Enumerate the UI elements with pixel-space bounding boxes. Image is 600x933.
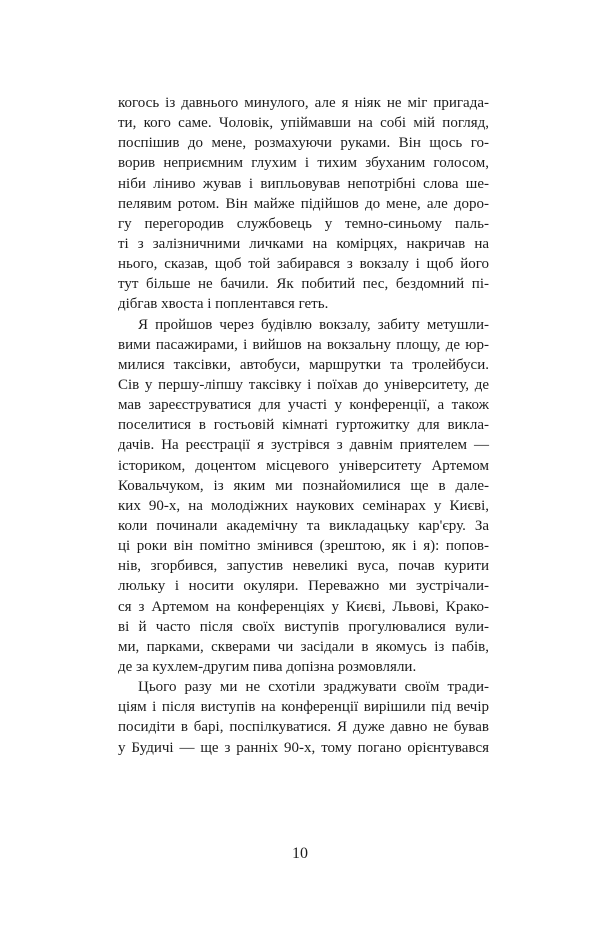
text-line: мав зареєструватися для участі у конференції, а також bbox=[118, 397, 489, 414]
text-line: ві й часто після своїх виступів прогулювалися вули- bbox=[118, 618, 489, 635]
text-line: ми, парками, скверами чи засідали в якомусь із пабів, bbox=[118, 638, 489, 655]
text-line: у Будичі — ще з ранніх 90-х, тому погано орієнтувався bbox=[118, 739, 489, 756]
text-line: Ковальчуком, із яким ми познайомилися ще в дале- bbox=[118, 477, 489, 494]
text-line: Сів у першу-ліпшу таксівку і поїхав до університету, де bbox=[118, 376, 489, 393]
text-line: нього, сказав, щоб той забирався з вокзалу і щоб його bbox=[118, 256, 489, 273]
page-number: 10 bbox=[292, 845, 308, 862]
text-line: Я пройшов через будівлю вокзалу, забиту метушли- bbox=[138, 316, 489, 333]
text-line: ніби ліниво жував і випльовував непотрібні слова ше- bbox=[118, 175, 489, 192]
text-line: ціям і після виступів на конференції вирішили під вечір bbox=[118, 699, 489, 716]
text-line: тут більше не бачили. Як побитий пес, бездомний пі- bbox=[118, 276, 489, 293]
text-line: ких 90-х, на молодіжних наукових семінарах у Києві, bbox=[118, 497, 489, 514]
text-line: де за кухлем-другим пива допізна розмовляли. bbox=[118, 658, 417, 675]
text-line: ті з залізничними личками на комірцях, накричав на bbox=[118, 235, 489, 252]
text-line: вими пасажирами, і вийшов на вокзальну площу, де юр- bbox=[118, 336, 489, 353]
text-line: нів, згорбився, запустив невеликі вуса, почав курити bbox=[118, 558, 489, 575]
text-line: когось із давнього минулого, але я ніяк не міг пригада- bbox=[118, 95, 489, 111]
text-line: поспішив до мене, розмахуючи руками. Він щось го- bbox=[118, 135, 489, 152]
text-line: ти, кого саме. Чоловік, упіймавши на собі мій погляд, bbox=[118, 115, 489, 132]
text-line: ворив неприємним глухим і тихим збуханим голосом, bbox=[118, 155, 489, 172]
text-line: посидіти в барі, поспілкуватися. Я дуже давно не бував bbox=[118, 719, 489, 736]
text-line: коли починали академічну та викладацьку кар'єру. За bbox=[118, 517, 489, 534]
body-text bbox=[118, 93, 489, 758]
text-line: дачів. На реєстрації я зустрівся з давнім приятелем — bbox=[118, 437, 489, 454]
text-line: Цього разу ми не схотіли зраджувати своїм тради- bbox=[138, 679, 489, 696]
text-line: ці роки він помітно змінився (зрештою, як і я): попов- bbox=[118, 538, 489, 555]
text-line: люльку і носити окуляри. Переважно ми зустрічали- bbox=[118, 578, 489, 595]
text-line: поселитися в гостьовій кімнаті гуртожитку для викла- bbox=[118, 417, 489, 434]
text-line: ся з Артемом на конференціях у Києві, Львові, Крако- bbox=[118, 598, 489, 615]
text-line: дібгав хвоста і поплентався геть. bbox=[118, 296, 329, 313]
text-line: пелявим ротом. Він майже підійшов до мене, але доро- bbox=[118, 195, 489, 212]
text-line: милися таксівки, автобуси, маршрутки та тролейбуси. bbox=[118, 356, 489, 373]
text-line: істориком, доцентом місцевого університету Артемом bbox=[118, 457, 489, 474]
text-line: гу перегородив службовець у темно-синьому паль- bbox=[118, 215, 489, 232]
